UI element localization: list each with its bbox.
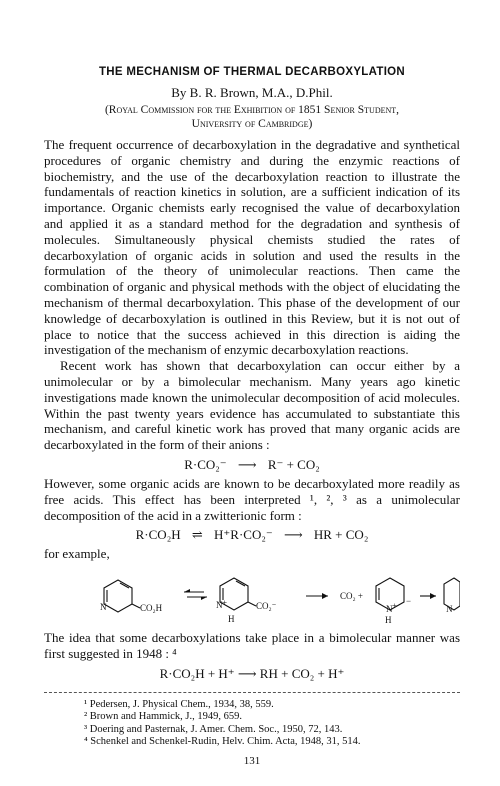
paragraph-free-acids: However, some organic acids are known to be decarboxylated more readily as free acids. This effect has been interpreted ¹, ², ³ as a unimolecular decomposition of the acid in a zwitterionic form :: [44, 475, 460, 523]
picolinic-acid-scheme: [44, 566, 460, 628]
affiliation-line-2: University of Cambridge): [191, 118, 313, 130]
h-label-3: H: [385, 615, 392, 626]
minus-label-3: −: [406, 596, 412, 607]
equation-bimolecular: R·CO₂H + H⁺ ⟶ RH + CO₂ + H⁺: [159, 665, 345, 681]
paragraph-intro: The frequent occurrence of decarboxylation in the degradative and synthetical procedures of organic chemistry and during the enzymic reactions of biochemistry, and the use of the decarboxylation reaction to illustrate the fundamentals of reaction kinetics in solution, are a sufficient indication of its importance. Organic chemists early recognised the value of decarboxylation and applied it as a standard method for the degradation and synthesis of molecules. Simultaneously physical chemists studied the rates of decarboxylation of organic acids in solution and used the results in the formulation of the theory of unimolecular reactions. Then came the combination of organic and physical methods with the object of elucidating the mechanism of thermal decarboxylation. This phase of the development of our knowledge of decarboxylation is outlined in this Review, but it is not out of place to notice that the success achieved in this direction is aiding the investigation of the mechanism of enzymic decarboxylation reactions.: [44, 137, 460, 358]
co2plus-label: CO₂ +: [340, 591, 363, 602]
reaction-scheme-figure: [44, 566, 460, 628]
co2minus-label: CO₂⁻: [256, 601, 277, 612]
equation-anion-decarboxylation: [44, 457, 460, 473]
footnote-4: ⁴ Schenkel and Schenkel-Rudin, Helv. Chim. Acta, 1948, 31, 514.: [84, 736, 361, 748]
n-label-1: N: [100, 602, 107, 613]
eq2-equilibrium: ⇌: [191, 527, 203, 543]
footnote-1: ¹ Pedersen, J. Physical Chem., 1934, 38, 559.: [84, 698, 274, 710]
co2h-label: CO₂H: [140, 603, 163, 614]
affiliation: [44, 103, 460, 131]
paragraph-recent-work: Recent work has shown that decarboxylation can occur either by a unimolecular or by a bimolecular mechanism. Many years ago kinetic investigations made known the unimolecular decomposition of acid molecules. Within the past twenty years evidence has accumulated to substantiate this mechanism, and careful kinetic work has proved that many organic acids are decarboxylated in the form of their anions :: [44, 358, 460, 453]
page-number: 131: [243, 754, 261, 767]
footnote-2: ² Brown and Hammick, J., 1949, 659.: [84, 711, 243, 723]
eq2-products: HR + CO₂: [313, 527, 369, 543]
plus-label-3: +: [392, 601, 398, 612]
affiliation-line-1: (Royal Commission for the Exhibition of 1851 Senior Student,: [104, 104, 400, 116]
plus-label-2: +: [222, 598, 228, 609]
footnote-divider: [44, 692, 460, 693]
article-page: [44, 66, 460, 767]
for-example-text: for example,: [44, 546, 110, 562]
n-label-3: N: [386, 604, 393, 615]
h-label-2: H: [228, 614, 235, 625]
paragraph-bimolecular: The idea that some decarboxylations take place in a bimolecular manner was first suggested in 1948 : ⁴: [44, 630, 460, 661]
eq1-arrow: ⟶: [237, 456, 257, 472]
eq1-left: R·CO₂⁻: [184, 456, 227, 472]
eq1-right: R⁻ + CO₂: [267, 456, 320, 472]
n-label-4: N: [446, 604, 453, 615]
eq2-acid: R·CO₂H: [135, 527, 181, 543]
n-label-2: N: [216, 600, 223, 611]
equation-zwitterion: [44, 527, 460, 543]
footnote-3: ³ Doering and Pasternak, J. Amer. Chem. Soc., 1950, 72, 143.: [84, 723, 343, 735]
author-line: By B. R. Brown, M.A., D.Phil.: [171, 85, 333, 100]
pyridine-ring-1: [104, 580, 132, 612]
eq2-zwitterion: H⁺R·CO₂⁻: [214, 527, 273, 543]
footnotes: [44, 699, 460, 749]
article-title: THE MECHANISM OF THERMAL DECARBOXYLATION: [98, 66, 406, 78]
eq2-arrow: ⟶: [283, 527, 303, 543]
